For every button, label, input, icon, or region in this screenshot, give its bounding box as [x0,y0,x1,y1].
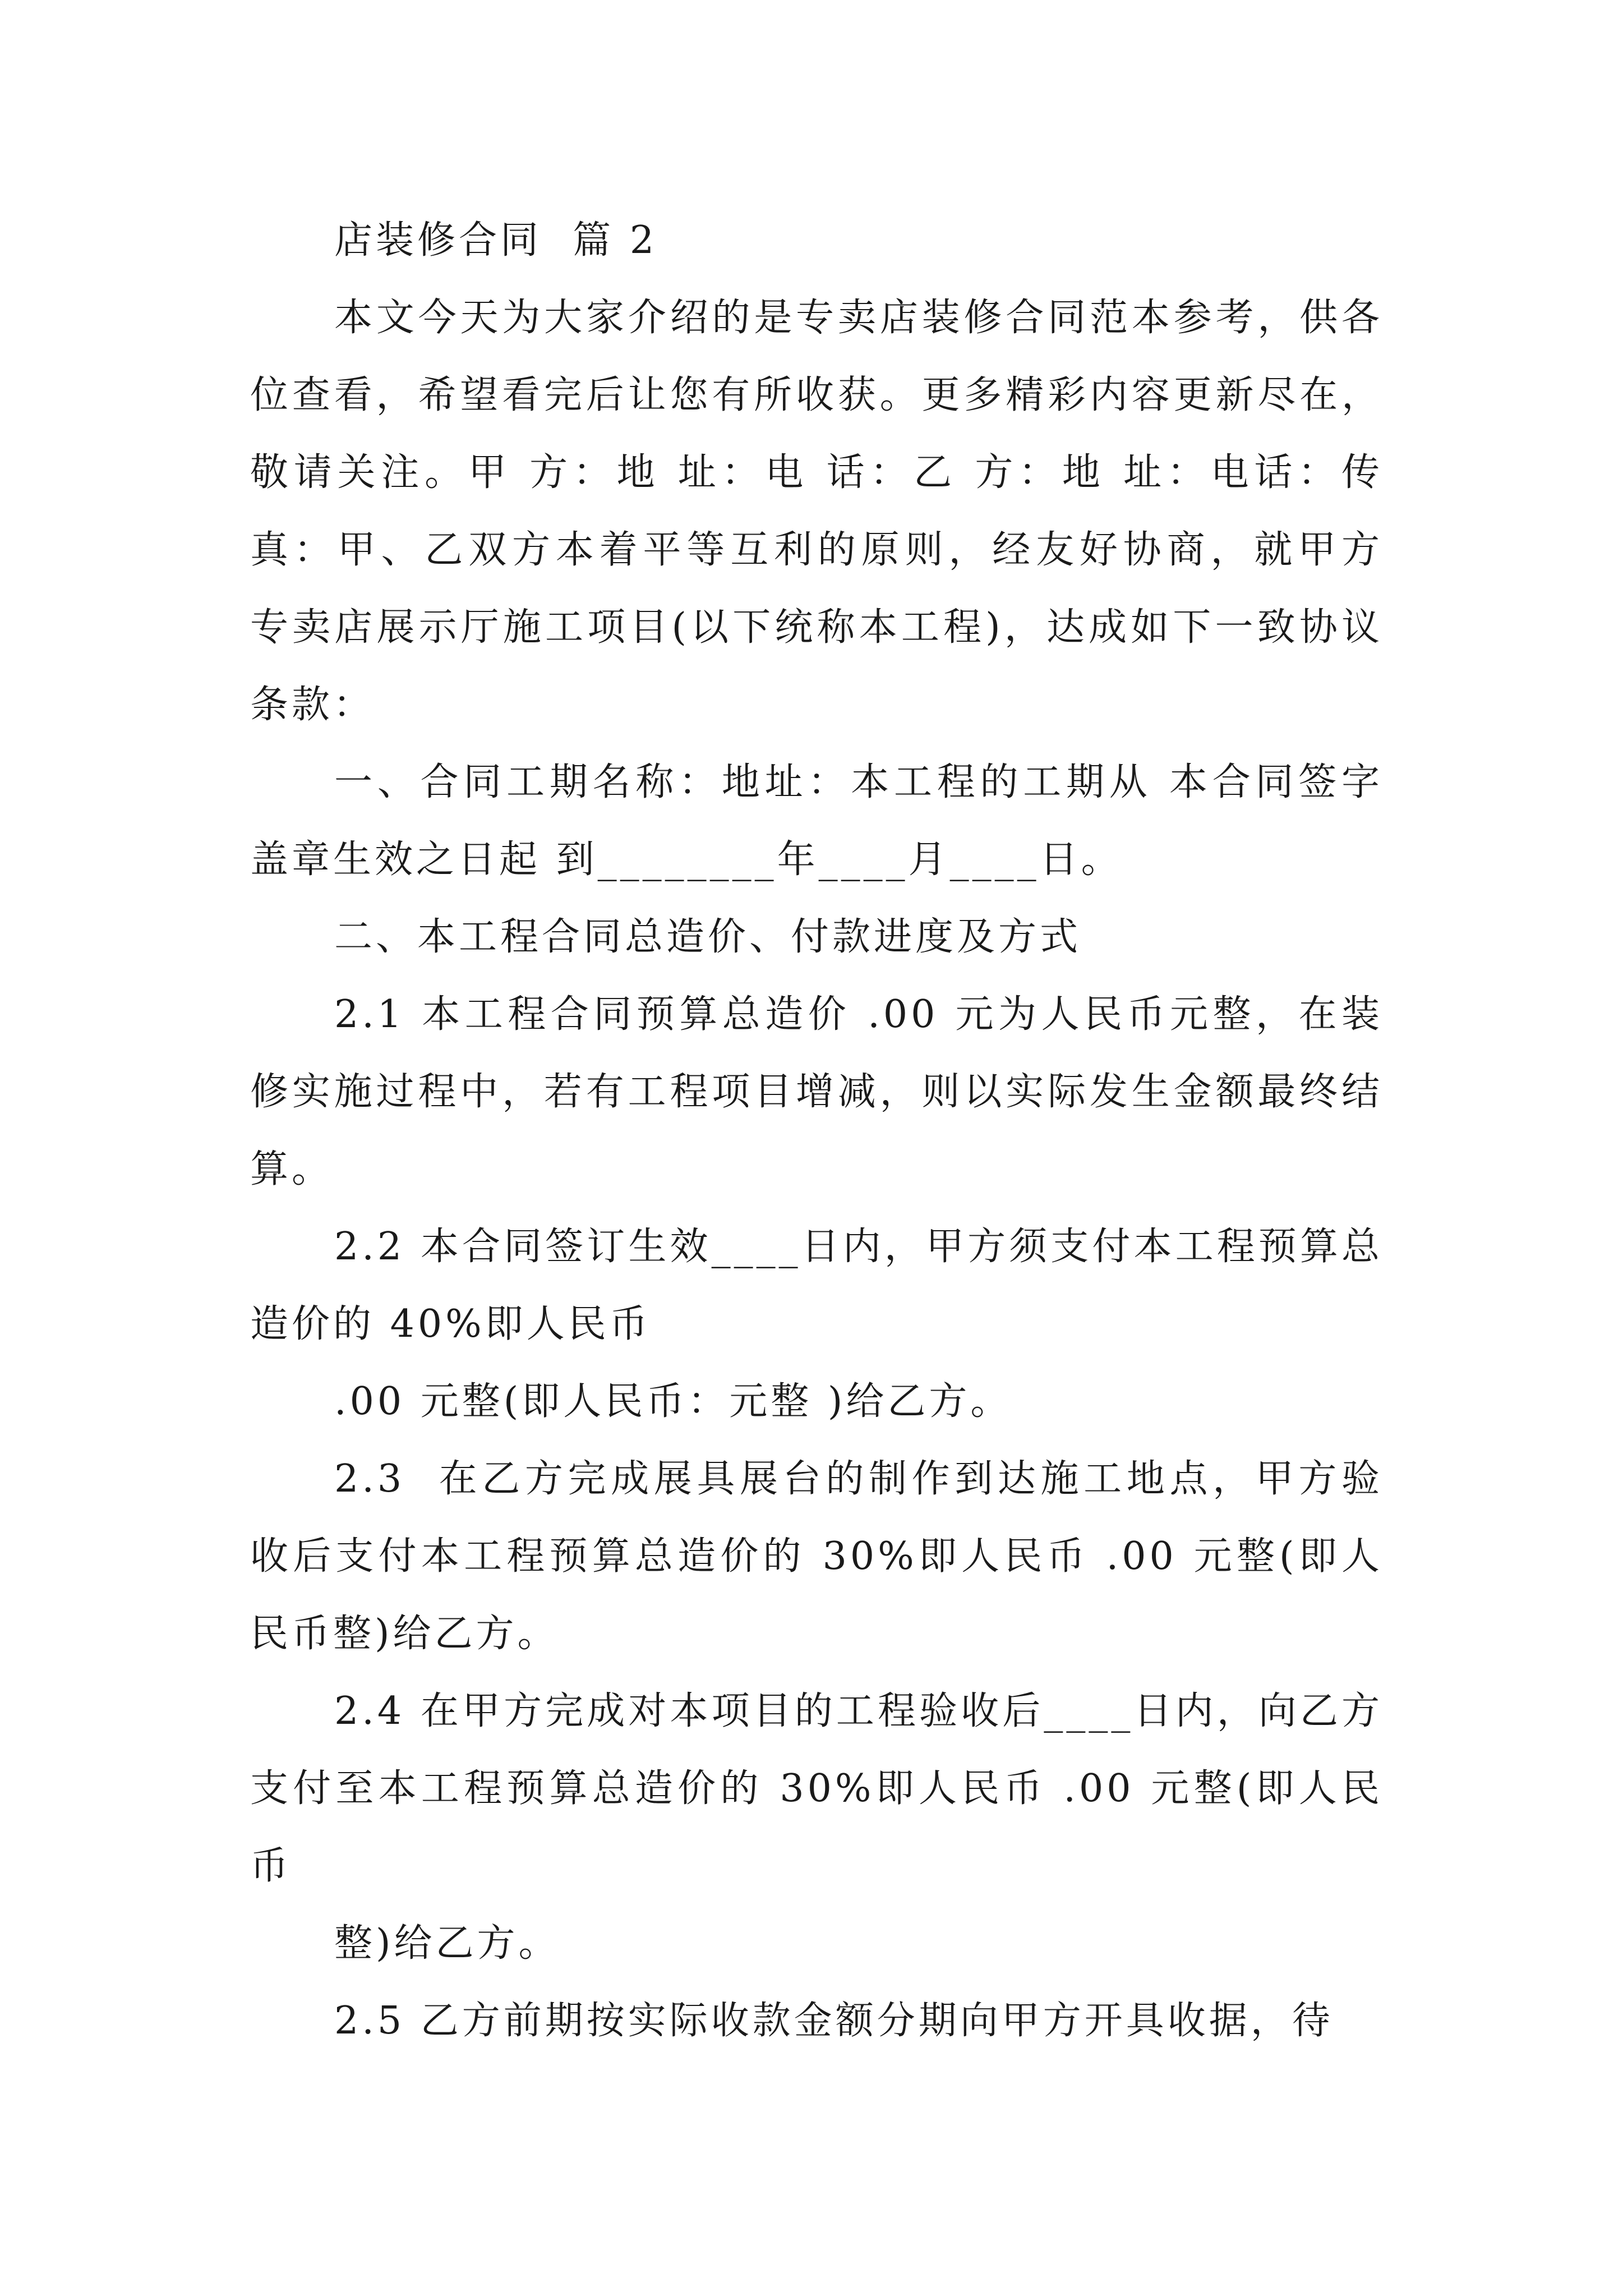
paragraph-clause-2-heading: 二、本工程合同总造价、付款进度及方式 [334,915,1082,959]
paragraph-clause-2-4-cont: 整)给乙方。 [334,1921,560,1966]
paragraph-clause-2-1: 2.1 本工程合同预算总造价 .00 元为人民币元整，在装修实施过程中，若有工程项目增减，则以实际发生金额最终结算。 [250,992,1383,1191]
document-body [250,202,1399,2060]
paragraph-clause-2-2: 2.2 本合同签订生效____日内，甲方须支付本工程预算总造价的 40%即人民币 [250,1225,1383,1346]
paragraph-clause-2-2-cont: .00 元整(即人民币：元整 )给乙方。 [334,1379,1012,1424]
document-title: 店装修合同 篇 2 [334,218,658,263]
paragraph-intro: 本文今天为大家介绍的是专卖店装修合同范本参考，供各位查看，希望看完后让您有所收获。更多精彩内容更新尽在，敬请关注。甲 方：地 址：电 话：乙 方：地 址：电话：传 真：甲、乙双方本着平等互利的原则，经友好协商，就甲方 专卖店展示厅施工项目(以下统称本工程)，达成如下一致协议条款： [250,296,1399,727]
paragraph-clause-1: 一、合同工期名称：地址：本工程的工期从 本合同签字盖章生效之日起 到________年____月____日。 [250,760,1383,882]
paragraph-clause-2-4: 2.4 在甲方完成对本项目的工程验收后____日内，向乙方支付至本工程预算总造价的 30%即人民币 .00 元整(即人民币 [250,1689,1383,1888]
paragraph-clause-2-5: 2.5 乙方前期按实际收款金额分期向甲方开具收据，待 [334,1999,1334,2043]
paragraph-clause-2-3: 2.3 在乙方完成展具展台的制作到达施工地点，甲方验收后支付本工程预算总造价的 30%即人民币 .00 元整(即人民币整)给乙方。 [250,1457,1383,1656]
